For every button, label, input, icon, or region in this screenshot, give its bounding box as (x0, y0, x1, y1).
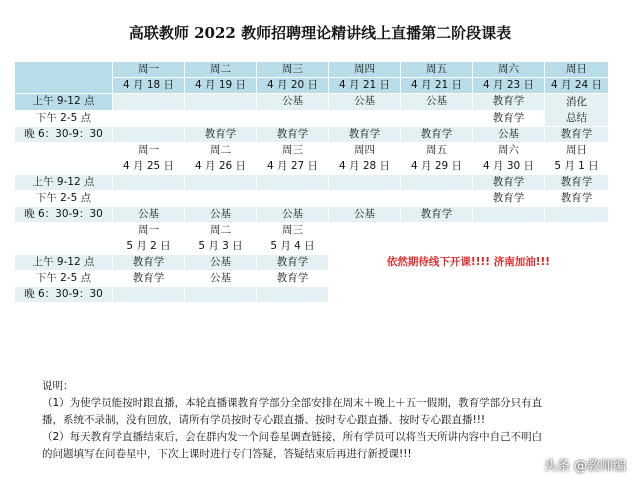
day-header: 周一 (113, 223, 185, 239)
slot-label: 晚 6：30-9：30 (15, 287, 113, 303)
week2-morning-row (15, 175, 609, 191)
course-cell (257, 110, 329, 127)
slot-label: 上午 9-12 点 (15, 255, 113, 271)
course-cell (113, 175, 185, 191)
course-cell (401, 175, 473, 191)
course-cell (113, 94, 185, 111)
day-header: 周二 (185, 223, 257, 239)
course-cell (185, 287, 257, 303)
course-cell: 公基 (185, 255, 257, 271)
date-header: 4 月 30 日 (473, 159, 545, 175)
week1-header-row (15, 62, 609, 78)
course-cell (113, 287, 185, 303)
slot-label: 下午 2-5 点 (15, 271, 113, 287)
day-header: 周日 (545, 143, 609, 159)
course-cell: 教育学 (257, 271, 329, 287)
course-cell: 公基 (329, 207, 401, 223)
day-header: 周二 (185, 143, 257, 159)
note-1-line-2: 播，系统不录制，没有回放，请所有学员按时专心跟直播、按时专心跟直播、按时专心跟直播!!! (42, 414, 486, 426)
day-header: 周五 (401, 62, 473, 78)
schedule-table (14, 61, 609, 303)
course-cell: 公基 (473, 127, 545, 143)
week1-evening-row (15, 127, 609, 143)
notes-heading: 说明： (42, 380, 74, 392)
slot-label: 下午 2-5 点 (15, 110, 113, 127)
course-cell-summary (545, 94, 609, 127)
date-header: 5 月 2 日 (113, 239, 185, 255)
day-header: 周二 (185, 62, 257, 78)
course-cell: 教育学 (473, 191, 545, 207)
date-header: 4 月 23 日 (473, 78, 545, 94)
course-cell: 公基 (257, 94, 329, 111)
slot-label: 下午 2-5 点 (15, 191, 113, 207)
course-cell: 教育学 (473, 94, 545, 111)
course-cell (185, 175, 257, 191)
course-cell (329, 191, 401, 207)
course-cell: 教育学 (257, 127, 329, 143)
course-cell: 教育学 (113, 271, 185, 287)
course-cell (257, 287, 329, 303)
day-header: 周日 (545, 62, 609, 78)
slot-label: 上午 9-12 点 (15, 175, 113, 191)
page-title: 高联教师 2022 教师招聘理论精讲线上直播第二阶段课表 (128, 24, 512, 42)
day-header: 周三 (257, 143, 329, 159)
corner-cell (15, 62, 113, 94)
summary-line1: 消化 (566, 96, 587, 108)
day-header: 周四 (329, 143, 401, 159)
course-cell (473, 207, 545, 223)
course-cell (113, 110, 185, 127)
course-cell: 教育学 (545, 127, 609, 143)
course-cell: 公基 (185, 271, 257, 287)
day-header: 周一 (113, 143, 185, 159)
date-header: 5 月 4 日 (257, 239, 329, 255)
week3-header-row (15, 223, 609, 239)
day-header: 周四 (329, 62, 401, 78)
date-header: 4 月 27 日 (257, 159, 329, 175)
day-header: 周六 (473, 143, 545, 159)
date-header: 5 月 3 日 (185, 239, 257, 255)
course-cell (185, 94, 257, 111)
date-header: 4 月 24 日 (545, 78, 609, 94)
course-cell: 教育学 (401, 207, 473, 223)
corner-cell (15, 143, 113, 175)
course-cell: 公基 (329, 94, 401, 111)
course-cell (185, 191, 257, 207)
day-header: 周一 (113, 62, 185, 78)
week1-morning-row (15, 94, 609, 111)
date-header: 4 月 20 日 (257, 78, 329, 94)
week2-evening-row (15, 207, 609, 223)
course-cell: 教育学 (329, 127, 401, 143)
day-header: 周三 (257, 62, 329, 78)
course-cell: 教育学 (257, 255, 329, 271)
date-header: 4 月 28 日 (329, 159, 401, 175)
course-cell: 教育学 (545, 175, 609, 191)
slot-label: 晚 6：30-9：30 (15, 207, 113, 223)
course-cell: 教育学 (113, 255, 185, 271)
course-cell: 公基 (257, 207, 329, 223)
course-cell (401, 110, 473, 127)
course-cell (113, 191, 185, 207)
slot-label: 晚 6：30-9：30 (15, 127, 113, 143)
day-header: 周六 (473, 62, 545, 78)
course-cell (185, 110, 257, 127)
course-cell (401, 191, 473, 207)
date-header: 4 月 29 日 (401, 159, 473, 175)
notes-section (42, 378, 612, 463)
course-cell: 公基 (113, 207, 185, 223)
date-header: 4 月 21 日 (401, 78, 473, 94)
course-cell: 公基 (185, 207, 257, 223)
date-header: 4 月 18 日 (113, 78, 185, 94)
course-cell: 教育学 (401, 127, 473, 143)
course-cell: 教育学 (473, 110, 545, 127)
note-2-line-1: （2）每天教育学直播结束后，会在群内发一个问卷星调查链接，所有学员可以将当天所讲内容中自己不明白 (42, 431, 543, 443)
course-cell: 教育学 (185, 127, 257, 143)
course-cell (329, 110, 401, 127)
course-cell: 公基 (401, 94, 473, 111)
encouragement-message: 依然期待线下开课!!!! 济南加油!!! (329, 223, 609, 303)
course-cell (545, 207, 609, 223)
course-cell (257, 175, 329, 191)
date-header: 4 月 19 日 (185, 78, 257, 94)
date-header: 4 月 26 日 (185, 159, 257, 175)
day-header: 周三 (257, 223, 329, 239)
week2-header-row (15, 143, 609, 159)
course-cell: 教育学 (473, 175, 545, 191)
summary-line2: 总结 (566, 112, 587, 124)
watermark: 头条 @教师编 (543, 459, 626, 474)
slot-label: 上午 9-12 点 (15, 94, 113, 111)
note-2-line-2: 的问题填写在问卷星中，下次上课时进行专门答疑，答疑结束后再进行新授课!!! (42, 448, 412, 460)
course-cell (113, 127, 185, 143)
date-header: 4 月 25 日 (113, 159, 185, 175)
note-1-line-1: （1）为使学员能按时跟直播，本轮直播课教育学部分全部安排在周末＋晚上＋五一假期，教育学部分只有直 (42, 397, 543, 409)
day-header: 周五 (401, 143, 473, 159)
date-header: 4 月 21 日 (329, 78, 401, 94)
course-cell: 教育学 (545, 191, 609, 207)
corner-cell (15, 223, 113, 255)
week1-afternoon-row (15, 110, 609, 127)
course-cell (257, 191, 329, 207)
course-cell (329, 175, 401, 191)
week2-afternoon-row (15, 191, 609, 207)
date-header: 5 月 1 日 (545, 159, 609, 175)
